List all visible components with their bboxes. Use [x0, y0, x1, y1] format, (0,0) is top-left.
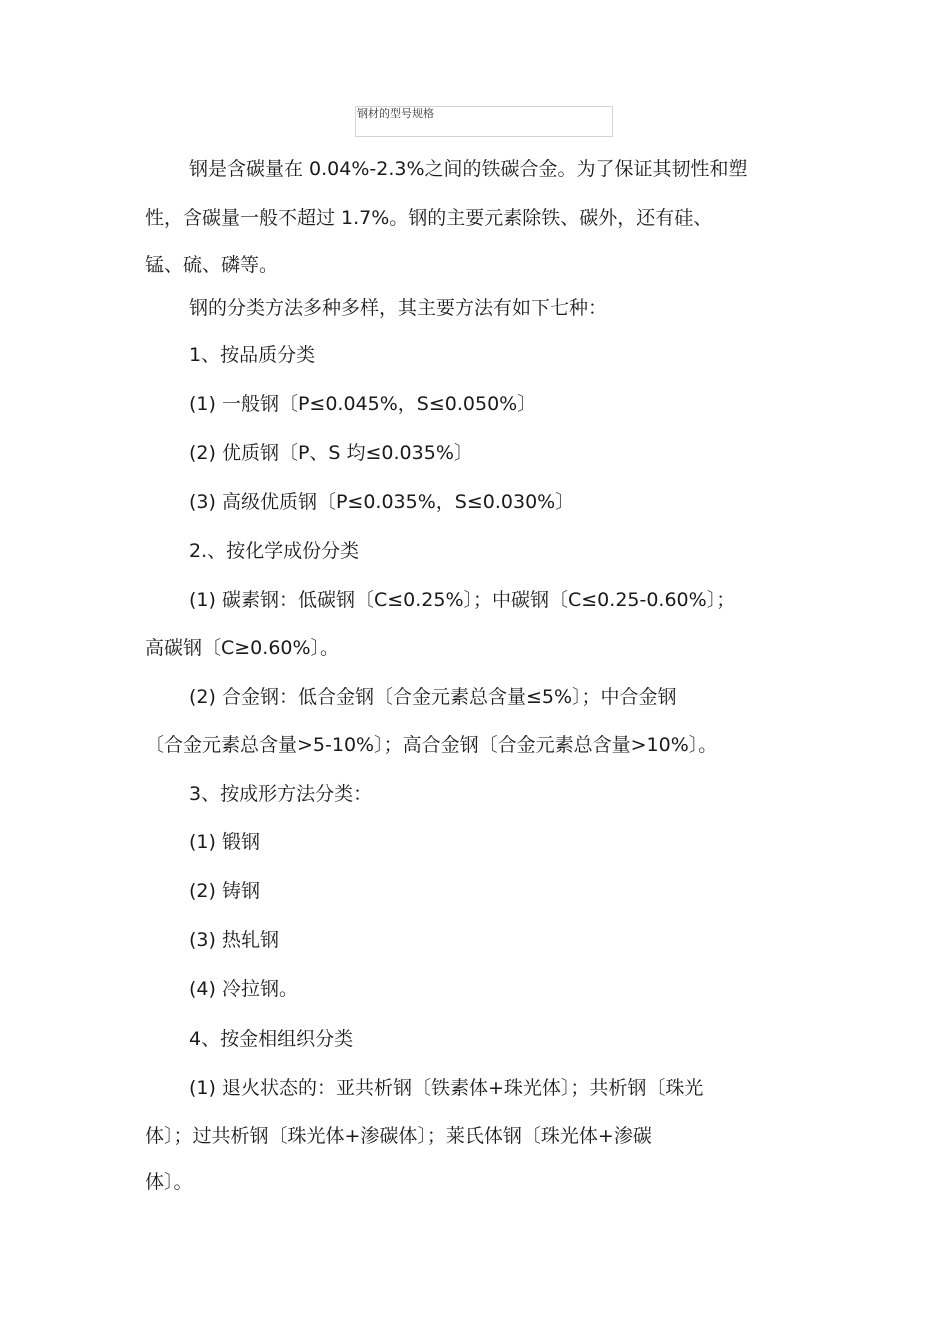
list-item-continuation: 体〕；过共析钢〔珠光体+渗碳体〕；莱氏体钢〔珠光体+渗碳: [145, 1125, 652, 1147]
list-item: (3) 热轧钢: [189, 929, 279, 951]
list-item: (1) 碳素钢：低碳钢〔C≤0.25%〕；中碳钢〔C≤0.25-0.60%〕；: [189, 589, 736, 611]
list-item-continuation: 〔合金元素总含量>5-10%〕；高合金钢〔合金元素总含量>10%〕。: [145, 734, 718, 756]
running-header: [355, 106, 613, 137]
paragraph-line: 钢是含碳量在 0.04%-2.3%之间的铁碳合金。为了保证其韧性和塑: [189, 158, 748, 180]
section-heading: 3、按成形方法分类：: [189, 783, 373, 805]
header-title: 钢材的型号规格: [357, 107, 434, 120]
section-heading: 2.、按化学成份分类: [189, 540, 360, 562]
paragraph-line: 锰、硫、磷等。: [145, 254, 279, 276]
section-heading: 4、按金相组织分类: [189, 1028, 354, 1050]
list-item: (2) 铸钢: [189, 880, 260, 902]
list-item: (4) 冷拉钢。: [189, 978, 298, 1000]
list-item: (2) 优质钢〔P、S 均≤0.035%〕: [189, 442, 473, 464]
list-item-continuation: 高碳钢〔C≥0.60%〕。: [145, 637, 340, 659]
list-item: (1) 锻钢: [189, 831, 260, 853]
list-item: (3) 高级优质钢〔P≤0.035%，S≤0.030%〕: [189, 491, 575, 513]
list-item: (1) 退火状态的：亚共析钢〔铁素体+珠光体〕；共析钢〔珠光: [189, 1077, 704, 1099]
paragraph-line: 性，含碳量一般不超过 1.7%。钢的主要元素除铁、碳外，还有硅、: [145, 207, 713, 229]
list-item: (2) 合金钢：低合金钢〔合金元素总含量≤5%〕；中合金钢: [189, 686, 677, 708]
list-item: (1) 一般钢〔P≤0.045%，S≤0.050%〕: [189, 393, 537, 415]
list-item-continuation: 体〕。: [145, 1171, 193, 1193]
paragraph-line: 钢的分类方法多种多样，其主要方法有如下七种：: [189, 297, 608, 319]
section-heading: 1、按品质分类: [189, 344, 316, 366]
